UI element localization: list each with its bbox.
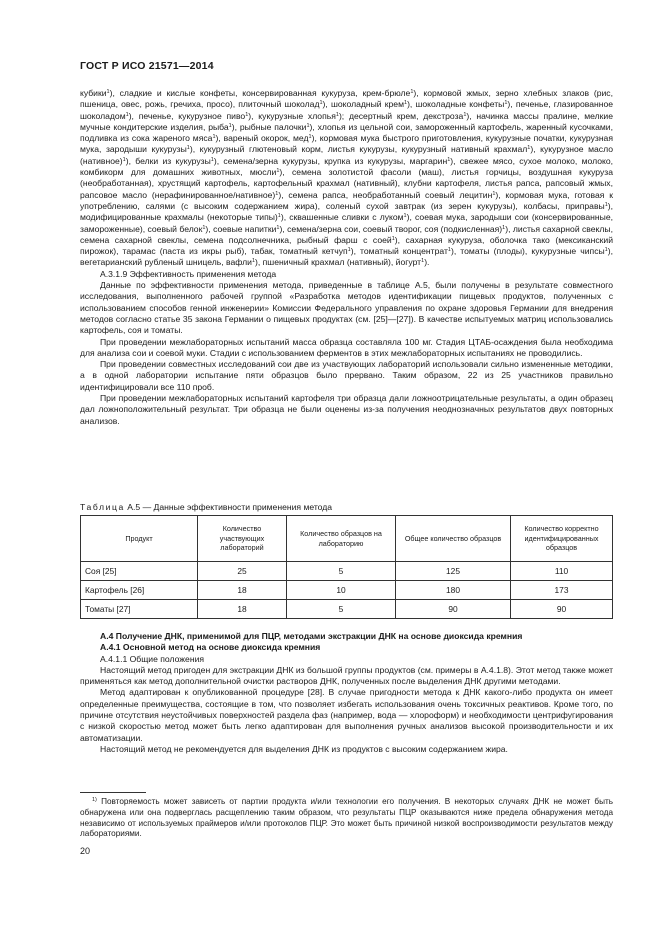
- footnote-ref: 1: [403, 213, 407, 220]
- footnote-ref: 1: [212, 134, 216, 141]
- footnote-ref: 1: [604, 201, 608, 208]
- table-cell: 90: [511, 600, 613, 619]
- table-cell: 180: [396, 581, 511, 600]
- table-cell: 10: [287, 581, 396, 600]
- product-list-segment: ), листья сахарной свеклы, семена сахарной свеклы, семена подсолнечника, рыбный фарш с соей: [80, 223, 613, 245]
- product-list-segment: ), кормовая мука, готовая к употреблению, салями (с высоким содержанием жира), соленый сухой завтрак (из зерен кукурузы), колбасы, приправы: [80, 189, 613, 211]
- section-a319-paragraph-3: При проведении совместных исследований сои две из участвующих лабораторий использовали сильно измененные методики, а в одной лаборатории испытание пяти образцов было прервано. Таким образом, 22 из 25 участников правильно идентифицировали все 110 проб.: [80, 359, 613, 392]
- table-cell: 90: [396, 600, 511, 619]
- product-list-segment: ), сквашенные сливки с луком: [280, 212, 404, 223]
- footnote-ref: 1: [502, 224, 506, 231]
- footnote-ref: 1: [210, 156, 214, 163]
- product-list-segment: ), кормовая мука быстрого приготовления, кукурузные початки, кукурузная мука, зародыши кукурузы: [80, 133, 613, 155]
- table-caption: Таблица А.5 — Данные эффективности применения метода: [80, 502, 333, 512]
- footnote-ref: 1: [347, 247, 351, 254]
- section-a41-heading: А.4.1 Основной метод на основе диоксида кремния: [100, 642, 321, 653]
- product-list-segment: ), кукурузный глютеновый корм, листья кукурузы, кукурузный нативный крахмал: [189, 144, 528, 155]
- footnote-ref: 1: [404, 100, 408, 107]
- product-list-segment: ), семена рапса, необработанный соевый лецитин: [278, 189, 493, 200]
- table-cell: Соя [25]: [81, 562, 198, 581]
- table-cell: Картофель [26]: [81, 581, 198, 600]
- product-list-segment: ), печенье, глазированное шоколадом: [80, 99, 614, 121]
- section-a4-heading: А.4 Получение ДНК, применимой для ПЦР, методами экстракции ДНК на основе диоксида кремния: [100, 631, 523, 641]
- footnote-ref: 1: [335, 111, 339, 118]
- product-list-segment: ), семена/зерна сои, соевый творог, соя (подкисленная): [279, 223, 503, 234]
- table-cell: 5: [287, 600, 396, 619]
- product-list-segment: ), шоколадный крем: [322, 99, 404, 110]
- section-a319-paragraph-4: При проведении межлабораторных испытаний картофеля три образца дали ложноотрицательные результаты, а один образец дал ложноположительный результат. Три образца не были оценены из-за получения неоднозначных результатов двух повторных анализов.: [80, 393, 613, 426]
- footnote-ref: 1: [447, 156, 451, 163]
- product-list-segment: ), модифицированные крахмалы (некоторые типы): [80, 200, 613, 223]
- table-cell: 173: [511, 581, 613, 600]
- product-list-segment: ), соевые напитки: [205, 223, 277, 234]
- footnote-ref: 1: [275, 190, 279, 197]
- product-list-segment: ), сахарная кукуруза, оболочка тако (мексиканский пирожок), тарамас (паста из икры рыб), табак, томатный кетчуп: [80, 234, 613, 257]
- footnote-text: Повторяемость может зависеть от партии продукта и/или технологии его получения. В некоторых случаях ДНК не может быть обнаружена или она подверглась расщеплению таким образом, что результаты ПЦР оказываются ниже предела обнаружения метода независимо от используемых праймеров и/или протоколов ПЦР. Это может быть причиной низкой воспроизводимости результатов между лабораториями.: [80, 797, 613, 839]
- table-header-row: [81, 516, 613, 562]
- table-cell: 18: [198, 600, 287, 619]
- product-list-segment: ), кукурузные хлопья: [248, 110, 336, 121]
- footnote-ref: 1: [492, 190, 496, 197]
- table-header-cell: Общее количество образцов: [396, 516, 511, 562]
- product-list-segment: ), семена золотистой фасоли (маш), листья горчицы, воздушная кукуруза (необработанная), хрустящий картофель, картофельный крахмал (нативный), клубни картофеля, листья рапса, рапсовый жмых, рапсовое масло (нерафинированное/нативное): [80, 167, 613, 200]
- section-a4-block: [80, 631, 613, 755]
- footnote-ref: 1: [504, 100, 508, 107]
- footnote-mark: 1): [92, 797, 97, 803]
- product-list-segment: ), томаты (плоды), кукурузные чипсы: [450, 246, 605, 257]
- product-list-segment: ), белки из кукурузы: [125, 155, 211, 166]
- product-list-segment: кубики: [80, 88, 107, 98]
- product-list-block: [80, 88, 613, 427]
- page-number: 20: [80, 846, 91, 856]
- product-list-segment: ), кормовой жмых, зерно хлебных злаков (рис, пшеница, овес, рожь, гречиха, просо), плиточный шоколад: [80, 88, 613, 110]
- product-list-segment: ), сладкие и кислые конфеты, консервированная кукуруза, крем-брюле: [109, 88, 411, 98]
- table-cell: Томаты [27]: [81, 600, 198, 619]
- footnote-ref: 1: [202, 224, 206, 231]
- footnote-ref: 1: [276, 168, 280, 175]
- footnote-ref: 1: [277, 213, 281, 220]
- section-a319-paragraph-1: Данные по эффективности применения метода, приведенные в таблице А.5, были получены в результате совместного исследования, выполненного рабочей группой «Разработка методов идентификации пищевых продуктов, полученных с использованием способов генной инженерии» Комиссии Федерального управления по охране здоровья Германии для внедрения методов согласно статье 35 закона Германии о пищевых продуктах (см. [25]—[27]). В качестве испытуемых матриц использовались картофель, соя и томаты.: [80, 280, 613, 336]
- section-a411-paragraph-1: Настоящий метод пригоден для экстракции ДНК из большой группы продуктов (см. примеры в А.4.1.8). Этот метод также может применяться как метод дополнительной очистки растворов ДНК, полученных после выделения ДНК другими методами.: [80, 664, 613, 687]
- section-a319-heading: А.3.1.9 Эффективность применения метода: [100, 268, 277, 279]
- product-list-segment: ), вегетарианский рубленый шницель, вафли: [80, 246, 613, 268]
- section-a411-paragraph-2: Метод адаптирован к опубликованной процедуре [28]. В случае пригодности метода к ДНК какого-либо продукта он имеет определенные преимущества, состоящие в том, что позволяет избегать использования очень токсичных реактивов. Кроме того, по причине отсутствия неустойчивых поверхностей раздела фаз (например, вода — хлороформ) и необходимости центрифугирования с низкой скоростью метод может быть легко адаптирован для выполнения ручных анализов высокой производительности и их автоматизации.: [80, 687, 613, 743]
- product-list-segment: ), семена/зерна кукурузы, крупка из кукурузы, маргарин: [213, 155, 448, 166]
- section-a411-paragraph-3: Настоящий метод не рекомендуется для выделения ДНК из продуктов с высоким содержанием жира.: [100, 743, 508, 754]
- table-row: [81, 581, 613, 600]
- product-list-paragraph: [80, 88, 613, 269]
- table-cell: 125: [396, 562, 511, 581]
- product-list-segment: ).: [424, 257, 430, 268]
- product-list-segment: ), свежее мясо, сухое молоко, молоко, комбикорм для домашних животных, мюсли: [80, 155, 614, 178]
- footnote-ref: 1: [410, 89, 414, 95]
- table-cell: 18: [198, 581, 287, 600]
- table-row: [81, 562, 613, 581]
- footnote-ref: 1: [308, 134, 312, 141]
- product-list-segment: ), рыбные палочки: [231, 121, 307, 132]
- document-header: ГОСТ Р ИСО 21571—2014: [80, 60, 214, 72]
- product-list-segment: ), соевая мука, зародыши сои (консервированные, замороженные), соевый белок: [80, 212, 613, 234]
- footnote-ref: 1: [604, 247, 608, 254]
- footnote-ref: 1: [125, 111, 129, 118]
- product-list-segment: ), томатный концентрат: [350, 246, 448, 257]
- footnote-ref: 1: [319, 100, 323, 107]
- footnote: [80, 797, 613, 840]
- footnote-ref: 1: [245, 111, 249, 118]
- footnote-ref: 1: [106, 89, 110, 95]
- section-a319-paragraph-2: При проведении межлабораторных испытаний масса образца составляла 100 мг. Стадия ЦТАБ-осаждения была необходима для анализа сои и соевой муки. Стадии с использованием ферментов в этих межлабораторных испытаниях не проводились.: [80, 336, 613, 358]
- section-a411-heading: А.4.1.1 Общие положения: [100, 653, 205, 664]
- product-list-segment: ), начинка массы пралине, мелкие мучные кондитерские изделия, рыба: [80, 110, 613, 132]
- product-list-segment: ), кукурузное масло (нативное): [80, 144, 613, 166]
- table-cell: 110: [511, 562, 613, 581]
- footnote-ref: 1: [391, 235, 395, 242]
- product-list-segment: ), вареный окорок, мед: [215, 133, 309, 144]
- table-header-cell: Продукт: [81, 516, 198, 562]
- table-cell: 25: [198, 562, 287, 581]
- product-list-segment: ), хлопья из цельной сои, замороженный картофель, жаренный кусочками, подливка из сока жареного мяса: [80, 121, 613, 144]
- footnote-ref: 1: [228, 122, 232, 129]
- product-list-segment: ), шоколадные конфеты: [407, 99, 505, 110]
- product-list-segment: ), печенье, кукурузное пиво: [128, 110, 246, 121]
- footnote-divider: [80, 792, 146, 793]
- footnote-ref: 1: [186, 145, 190, 152]
- product-list-segment: ), пшеничный крахмал (нативный), йогурт: [255, 257, 422, 268]
- footnote-ref: 1: [251, 258, 256, 265]
- footnote-ref: 1: [306, 122, 310, 129]
- footnote-ref: 1: [122, 156, 126, 163]
- table-header-cell: Количество корректно идентифицированных образцов: [511, 516, 613, 562]
- performance-table: [80, 515, 613, 619]
- footnote-ref: 1: [276, 224, 280, 231]
- footnote-ref: 1: [421, 258, 425, 265]
- product-list-segment: ); десертный крем, декстроза: [338, 110, 464, 121]
- table-row: [81, 600, 613, 619]
- table-header-cell: Количество участвующих лабораторий: [198, 516, 287, 562]
- footnote-ref: 1: [463, 111, 467, 118]
- table-header-cell: Количество образцов на лабораторию: [287, 516, 396, 562]
- footnote-ref: 1: [447, 247, 451, 254]
- footnote-ref: 1: [527, 145, 531, 152]
- table-cell: 5: [287, 562, 396, 581]
